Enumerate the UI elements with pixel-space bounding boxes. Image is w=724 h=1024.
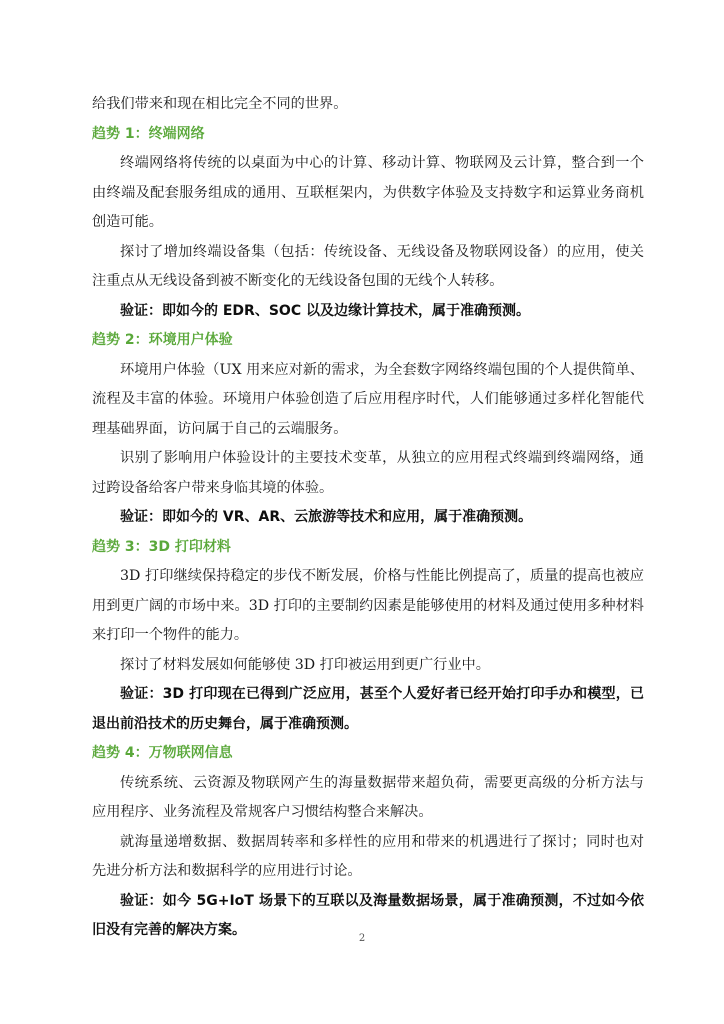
trend-4-verification: 验证：如今 5G+IoT 场景下的互联以及海量数据场景，属于准确预测，不过如今依旧没有完善的解决方案。 [92, 892, 644, 938]
trend-1-paragraph-2: 探讨了增加终端设备集（包括：传统设备、无线设备及物联网设备）的应用，使关注重点从无线设备到被不断变化的无线设备包围的无线个人转移。 [92, 243, 644, 289]
trend-4-paragraph-2: 就海量递增数据、数据周转率和多样性的应用和带来的机遇进行了探讨；同时也对先进分析方法和数据科学的应用进行讨论。 [92, 833, 644, 879]
page-content [92, 90, 644, 946]
trend-1-verification: 验证：即如今的 EDR、SOC 以及边缘计算技术，属于准确预测。 [120, 302, 530, 319]
trend-1-heading: 趋势 1：终端网络 [92, 125, 205, 142]
trend-2-verification: 验证：即如今的 VR、AR、云旅游等技术和应用，属于准确预测。 [120, 509, 533, 525]
trend-3-verification: 验证：3D 打印现在已得到广泛应用，甚至个人爱好者已经开始打印手办和模型，已退出前沿技术的历史舞台，属于准确预测。 [92, 686, 644, 732]
trend-4-paragraph-1: 传统系统、云资源及物联网产生的海量数据带来超负荷，需要更高级的分析方法与应用程序、业务流程及常规客户习惯结构整合来解决。 [92, 774, 644, 820]
trend-2-paragraph-1: 环境用户体验（UX 用来应对新的需求，为全套数字网络终端包围的个人提供简单、流程及丰富的体验。环境用户体验创造了后应用程序时代，人们能够通过多样化智能代理基础界面，访问属于自己的云端服务。 [92, 361, 644, 437]
trend-4-heading: 趋势 4：万物联网信息 [92, 745, 233, 761]
trend-3-paragraph-1: 3D 打印继续保持稳定的步伐不断发展，价格与性能比例提高了，质量的提高也被应用到更广阔的市场中来。3D 打印的主要制约因素是能够使用的材料及通过使用多种材料来打印一个物件的能力。 [92, 568, 644, 643]
trend-3-paragraph-2: 探讨了材料发展如何能够使 3D 打印被运用到更广行业中。 [120, 656, 490, 673]
trend-2-heading: 趋势 2：环境用户体验 [92, 332, 233, 348]
trend-1-paragraph-1: 终端网络将传统的以桌面为中心的计算、移动计算、物联网及云计算，整合到一个由终端及配套服务组成的通用、互联框架内，为供数字体验及支持数字和运算业务商机创造可能。 [92, 155, 644, 230]
page-number: 2 [358, 933, 366, 944]
intro-paragraph-tail: 给我们带来和现在相比完全不同的世界。 [92, 96, 348, 112]
trend-2-paragraph-2: 识别了影响用户体验设计的主要技术变革，从独立的应用程式终端到终端网络，通过跨设备给客户带来身临其境的体验。 [92, 450, 644, 496]
trend-3-heading: 趋势 3：3D 打印材料 [92, 538, 231, 555]
